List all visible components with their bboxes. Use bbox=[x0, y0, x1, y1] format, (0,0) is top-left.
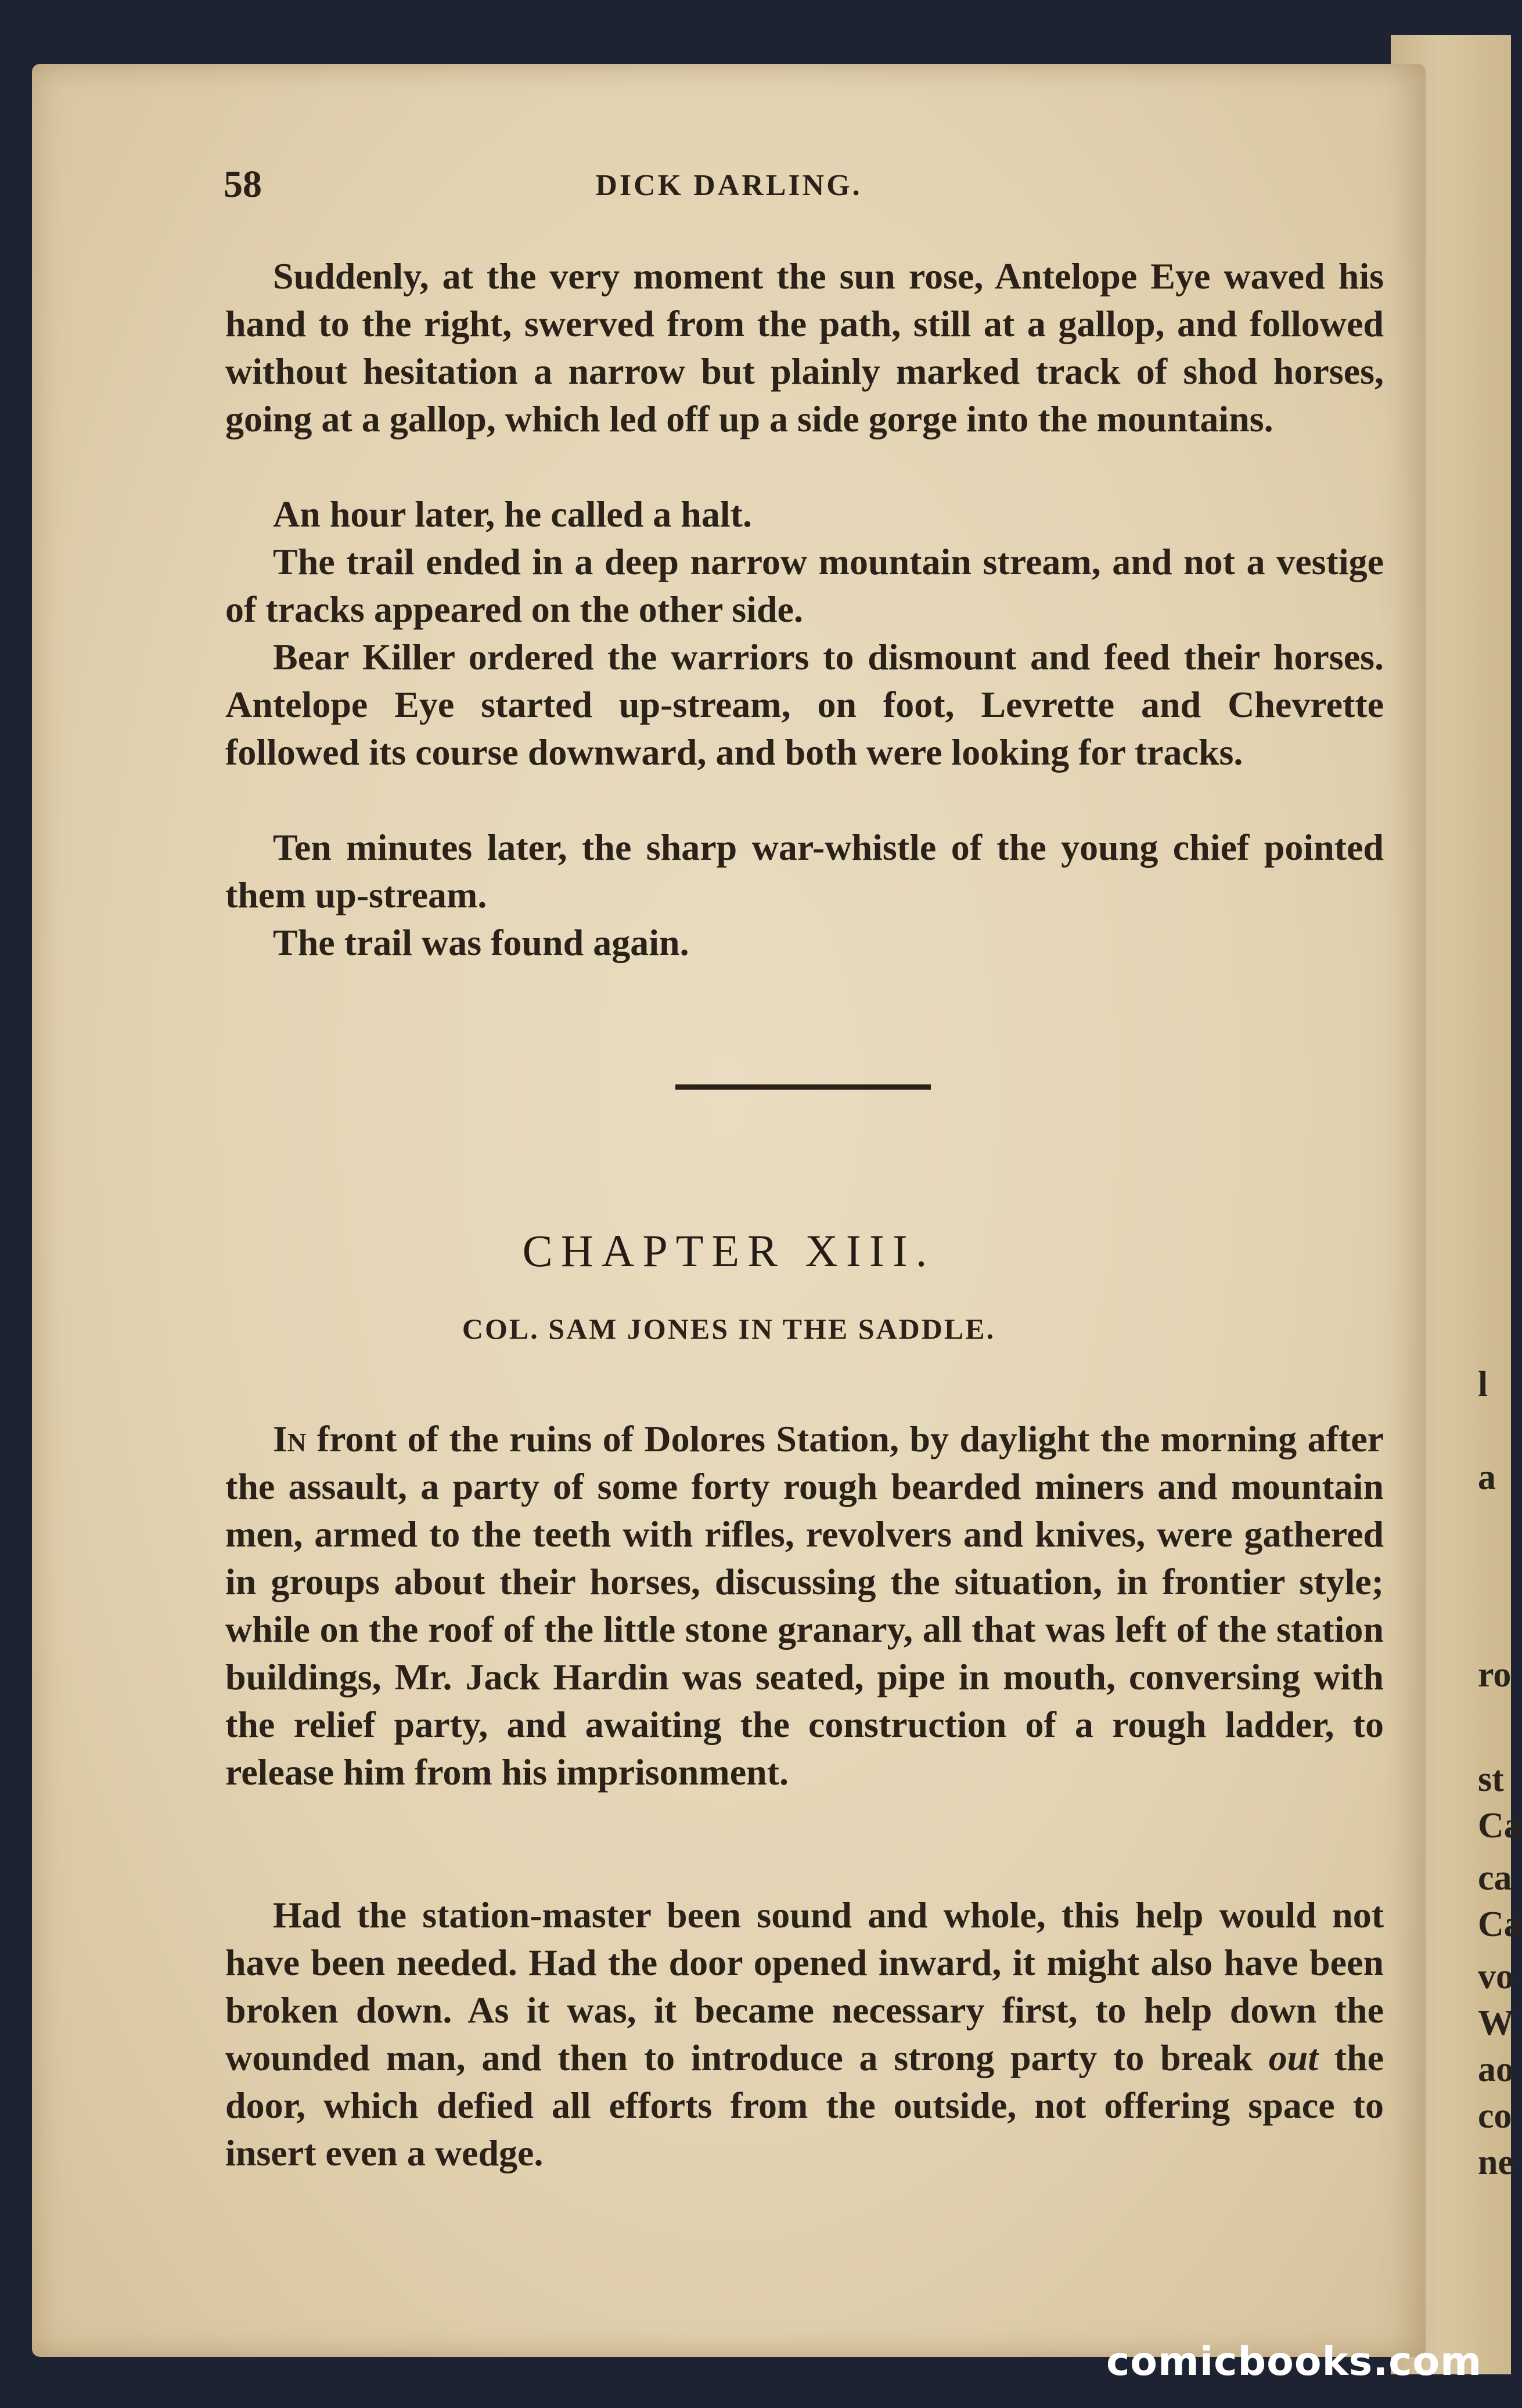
paragraph-text: Had the station-master been sound and whole, this help would not have been needed. Had the door opened inward, it might also have been broken down. As it was, it became necessary first, to help down the wounded man, and then to introduce a strong party to break bbox=[225, 1894, 1384, 2078]
adjacent-page-fragment: ca bbox=[1478, 1858, 1512, 1898]
adjacent-page-fragment: Ca bbox=[1478, 1905, 1522, 1944]
adjacent-page-fragment: co bbox=[1478, 2096, 1512, 2136]
book-page bbox=[32, 64, 1426, 2357]
body-paragraph: The trail was found again. bbox=[273, 922, 689, 963]
section-divider-rule bbox=[675, 1084, 931, 1090]
page-header bbox=[32, 163, 1426, 209]
watermark: comicbooks.com bbox=[1106, 2339, 1482, 2385]
adjacent-page-fragment: W bbox=[1478, 2003, 1514, 2043]
chapter-paragraph bbox=[225, 1415, 1384, 1796]
body-paragraph: An hour later, he called a halt. bbox=[273, 493, 752, 535]
paragraph-text: the door, which defied all efforts from the outside, not offering space to insert even a wedge. bbox=[225, 2037, 1384, 2173]
italic-word: out bbox=[1268, 2037, 1318, 2078]
adjacent-page-fragment: st bbox=[1478, 1760, 1504, 1799]
adjacent-page-fragment: ao bbox=[1478, 2050, 1514, 2089]
chapter-paragraph bbox=[225, 1891, 1384, 2177]
adjacent-page-fragment: l bbox=[1478, 1365, 1488, 1404]
adjacent-page-fragment: Ca bbox=[1478, 1806, 1522, 1845]
adjacent-page-fragment: ne bbox=[1478, 2143, 1514, 2182]
body-paragraph: The trail ended in a deep narrow mountain stream, and not a vestige of tracks appeared on the other side. bbox=[225, 541, 1384, 630]
running-head: DICK DARLING. bbox=[595, 169, 862, 202]
adjacent-page-fragment: ro bbox=[1478, 1655, 1512, 1695]
adjacent-page-fragment: vo bbox=[1478, 1957, 1514, 1996]
page-number: 58 bbox=[224, 163, 262, 206]
chapter-subtitle: COL. SAM JONES IN THE SADDLE. bbox=[462, 1313, 996, 1345]
body-paragraph: Suddenly, at the very moment the sun rose, Antelope Eye waved his hand to the right, swerved from the path, still at a gallop, and followed without hesitation a narrow but plainly marked track of shod horses, going at a gallop, which led off up a side gorge into the mountains. bbox=[225, 255, 1384, 439]
body-paragraph: Bear Killer ordered the warriors to dismount and feed their horses. Antelope Eye started up-stream, on foot, Levrette and Chevrette followed its course downward, and both were looking for tracks. bbox=[225, 636, 1384, 773]
adjacent-page-fragment: a bbox=[1478, 1458, 1496, 1497]
paragraph-text: front of the ruins of Dolores Station, by daylight the morning after the assault, a party of some forty rough bearded miners and mountain men, armed to the teeth with rifles, revolvers and knives, were gathered in groups about their horses, discussing the situation, in frontier style; while on the roof of the little stone granary, all that was left of the station buildings, Mr. Jack Hardin was seated, pipe in mouth, conversing with the relief party, and awaiting the construction of a rough ladder, to release him from his imprisonment. bbox=[225, 1418, 1384, 1793]
drop-word: In bbox=[273, 1418, 307, 1459]
body-paragraph: Ten minutes later, the sharp war-whistle of the young chief pointed them up-stream. bbox=[225, 827, 1384, 915]
chapter-title: CHAPTER XIII. bbox=[522, 1225, 935, 1276]
